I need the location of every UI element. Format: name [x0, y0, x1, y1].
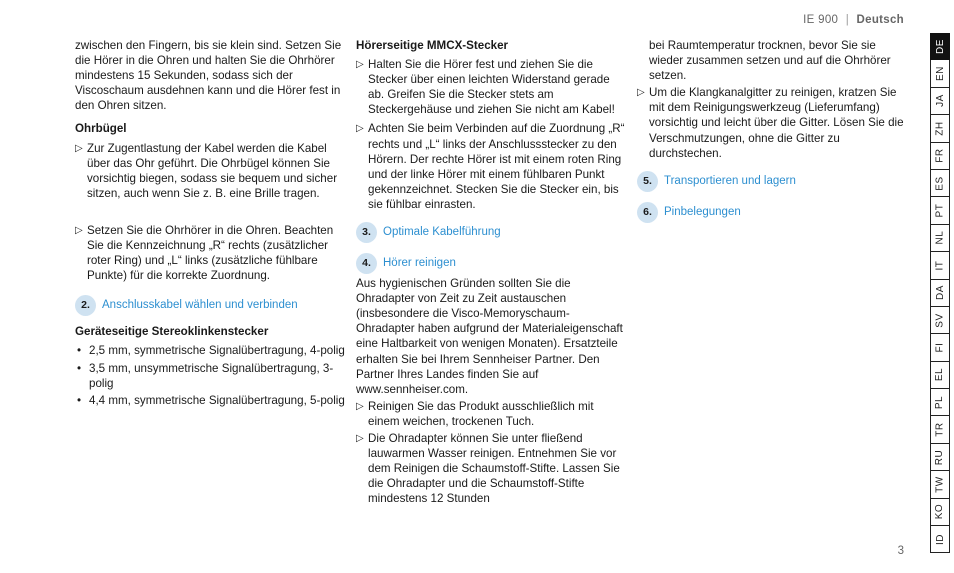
language-tab-de[interactable] [930, 33, 950, 60]
section-number-badge: 6. [637, 202, 658, 223]
instruction-step [75, 223, 350, 283]
bullet-text: 2,5 mm, symmetrische Signalübertragung, 4-polig [89, 344, 345, 358]
instruction-step [356, 399, 628, 429]
instruction-step [637, 85, 909, 160]
page-header [803, 13, 904, 28]
section-4-heading [356, 253, 628, 274]
section-number-badge: 3. [356, 222, 377, 243]
language-tab-pt[interactable] [930, 197, 950, 224]
language-tab-ru[interactable] [930, 444, 950, 471]
language-tab-fi[interactable] [930, 334, 950, 361]
section-number-badge: 4. [356, 253, 377, 274]
instruction-step [75, 141, 350, 201]
instruction-step [356, 431, 628, 506]
language-tab-label: ZH [934, 121, 946, 136]
step-text: Halten Sie die Hörer fest und ziehen Sie die Stecker über einen leichten Widerstand gerade ab. Greifen Sie die Stecker stets am Steckergehäuse und ziehen Sie nicht am Kabel! [368, 58, 615, 117]
language-tab-label: DA [934, 285, 946, 301]
section-title: Anschlusskabel wählen und verbinden [102, 299, 298, 312]
bullet-text: 3,5 mm, unsymmetrische Signalübertragung, 3-polig [89, 361, 334, 390]
intro-paragraph: zwischen den Fingern, bis sie klein sind. Setzen Sie die Hörer in die Ohren und halten Sie die Ohrhörer mindestens 15 Sekunden, sodass sich der Viscoschaum ausdehnen kann und die Hörer fest in den Ohren sitzen. [75, 39, 342, 113]
step-marker-icon: ▷ [356, 432, 364, 444]
language-tab-tr[interactable] [930, 416, 950, 443]
language-tab-it[interactable] [930, 252, 950, 279]
language-tab-tw[interactable] [930, 471, 950, 498]
language-tab-label: JA [934, 94, 946, 108]
language-tab-label: FR [934, 148, 946, 163]
step-marker-icon: ▷ [356, 123, 364, 135]
section-2-heading [75, 295, 350, 316]
ohrbuegel-heading: Ohrbügel [75, 122, 127, 136]
step-text: Reinigen Sie das Produkt ausschließlich mit einem weichen, trockenen Tuch. [368, 399, 594, 428]
bullet-item [75, 393, 350, 408]
section-number-badge: 2. [75, 295, 96, 316]
language-tab-label: TR [934, 422, 946, 437]
bullet-icon: • [77, 344, 82, 358]
mmcx-heading: Hörerseitige MMCX-Stecker [356, 39, 509, 52]
language-tab-label: EL [934, 368, 946, 382]
language-tab-label: NL [934, 231, 946, 245]
step-text: Achten Sie beim Verbinden auf die Zuordnung „R“ rechts und „L“ links der Anschlussstecker zu den Hörern. Der rechte Hörer ist mit einem roten Ring und der linke Hörer mit einem fühlbaren Punkt gekennzeichnet. Stecken Sie die Stecker ein, bis sie fühlbar einrasten. [368, 122, 625, 211]
language-tab-label: KO [934, 504, 946, 520]
column-3 [637, 38, 909, 231]
step-text: Zur Zugentlastung der Kabel werden die Kabel über das Ohr geführt. Die Ohrbügel können Sie vorsichtig biegen, sodass sie bequem und sicher sitzen, auch wenn Sie z. B. eine Brille tragen. [87, 141, 338, 200]
language-tab-nl[interactable] [930, 225, 950, 252]
step-text: Setzen Sie die Ohrhörer in die Ohren. Beachten Sie die Kennzeichnung „R“ rechts (zusätzlicher roter Ring) und „L“ links (zusätzliche fühlbare Punkte) für die korrekte Zuordnung. [87, 223, 334, 283]
step-marker-icon: ▷ [75, 224, 83, 236]
language-tab-label: FI [934, 342, 946, 353]
language-tab-label: RU [934, 449, 946, 465]
language-tab-label: PT [934, 203, 946, 218]
language-tab-label: TW [934, 476, 946, 493]
language-tab-ko[interactable] [930, 499, 950, 526]
instruction-step [356, 57, 628, 117]
header-separator: | [845, 14, 850, 26]
section-6-heading [637, 202, 909, 223]
language-tab-label: PL [934, 395, 946, 409]
language-tab-zh[interactable] [930, 115, 950, 142]
bullet-icon: • [77, 361, 82, 375]
bullet-icon: • [77, 393, 82, 407]
stereo-heading: Geräteseitige Stereoklinkenstecker [75, 325, 269, 339]
step-text: Um die Klangkanalgitter zu reinigen, kratzen Sie mit dem Reinigungswerkzeug (Lieferumfang) vorsichtig und leicht über die Gitter. Lösen Sie die Verschmutzungen, ohne die Gitter zu durchstechen. [649, 86, 904, 160]
section-title: Transportieren und lagern [664, 174, 796, 187]
step-marker-icon: ▷ [75, 142, 83, 154]
section-number-badge: 5. [637, 171, 658, 192]
section-3-heading [356, 222, 628, 243]
header-language: Deutsch [856, 14, 904, 26]
language-tab-bar [930, 33, 950, 553]
language-tab-id[interactable] [930, 526, 950, 553]
step-text: Die Ohradapter können Sie unter fließend lauwarmen Wasser reinigen. Entnehmen Sie vor dem Reinigen die Schaumstoff-Stifte. Lassen Sie die Ohradapter und die Schaumstoff-Stifte mindestens 12 Stunden [368, 431, 620, 506]
language-tab-el[interactable] [930, 362, 950, 389]
section-title: Hörer reinigen [383, 256, 456, 269]
column-2 [356, 38, 628, 508]
step-marker-icon: ▷ [356, 59, 364, 71]
column-1 [75, 38, 350, 410]
language-tab-label: EN [934, 66, 946, 82]
language-tab-label: ES [934, 175, 946, 191]
language-tab-sv[interactable] [930, 307, 950, 334]
page-number: 3 [897, 545, 904, 557]
language-tab-pl[interactable] [930, 389, 950, 416]
step-marker-icon: ▷ [356, 400, 364, 412]
bullet-item [75, 343, 350, 358]
step-marker-icon: ▷ [637, 87, 645, 99]
language-tab-fr[interactable] [930, 143, 950, 170]
section-title: Optimale Kabelführung [383, 225, 501, 238]
language-tab-label: DE [934, 39, 946, 55]
continued-paragraph: bei Raumtemperatur trocknen, bevor Sie sie wieder zusammen setzen und auf die Ohrhörer setzen. [649, 39, 891, 83]
instruction-step [356, 121, 628, 212]
language-tab-es[interactable] [930, 170, 950, 197]
section-5-heading [637, 171, 909, 192]
bullet-item [75, 361, 350, 391]
cleaning-intro: Aus hygienischen Gründen sollten Sie die Ohradapter von Zeit zu Zeit austauschen (insbesondere die Visco-Memoryschaum-Ohradapter haben aufgrund der Materialeigenschaft eine Haltbarkeit von wenigen Monaten). Ersatzteile erhalten Sie bei Ihrem Sennheiser Partner. Den Partner Ihres Landes finden Sie auf www.sennheiser.com. [356, 277, 623, 396]
bullet-text: 4,4 mm, symmetrische Signalübertragung, 5-polig [89, 393, 345, 407]
language-tab-en[interactable] [930, 60, 950, 87]
section-title: Pinbelegungen [664, 205, 741, 218]
product-name: IE 900 [803, 14, 839, 26]
language-tab-label: IT [934, 260, 946, 271]
language-tab-label: ID [934, 533, 946, 545]
language-tab-ja[interactable] [930, 88, 950, 115]
language-tab-da[interactable] [930, 280, 950, 307]
language-tab-label: SV [934, 312, 946, 328]
